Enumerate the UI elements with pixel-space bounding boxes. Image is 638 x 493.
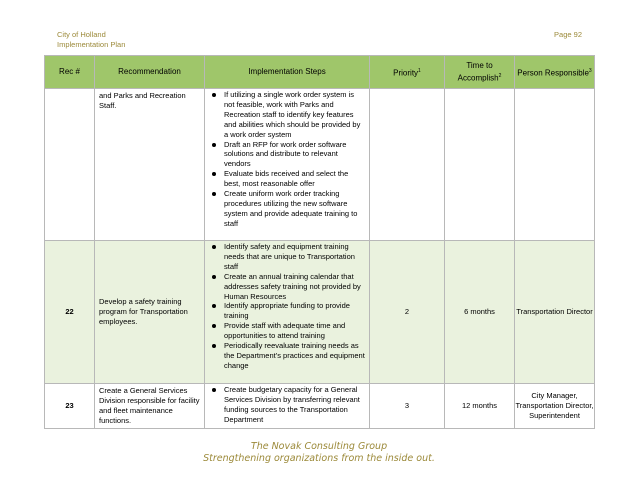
time-cell: 12 months [445,384,515,429]
responsible-cell [515,89,595,241]
table-header-row [45,56,595,89]
time-cell: 6 months [445,241,515,384]
steps-cell [205,241,370,384]
company-name: The Novak Consulting Group [250,441,388,452]
company-tagline: Strengthening organizations from the inside out. [203,453,435,464]
rec-number: 22 [45,241,95,384]
table-row [45,89,595,241]
step-item: Evaluate bids received and select the best, most reasonable offer [207,169,366,189]
step-item: Create uniform work order tracking procedures utilizing the new software system and provide adequate training to staff [207,189,366,229]
recommendation-cell: Create a General Services Division responsible for facility and fleet maintenance functions. [95,384,205,429]
recommendation-cell: Develop a safety training program for Transportation employees. [95,241,205,384]
col-header-responsible: Person Responsible$^3$ [515,56,595,89]
col-header-priority: Priority$^1$ [370,56,445,89]
step-item: Create budgetary capacity for a General Services Division by transferring relevant funding sources to the Transportation Department [207,385,366,425]
responsible-cell: Transportation Director [515,241,595,384]
rec-number: 23 [45,384,95,429]
steps-list [207,242,366,371]
steps-cell [205,89,370,241]
rec-number [45,89,95,241]
document-footer [0,441,638,465]
steps-list [207,385,366,425]
step-item: Periodically reevaluate training needs as the Department’s practices and equipment change [207,341,366,371]
table-row [45,384,595,429]
steps-cell [205,384,370,429]
step-item: Identify appropriate funding to provide training [207,301,366,321]
step-item: Identify safety and equipment training needs that are unique to Transportation staff [207,242,366,272]
time-cell [445,89,515,241]
step-item: Create an annual training calendar that addresses safety training not provided by Human Resources [207,272,366,302]
implementation-table [44,55,595,429]
responsible-cell: City Manager, Transportation Director, Superintendent [515,384,595,429]
col-header-time: Time to Accomplish$^2$ [445,56,515,89]
col-header-recommendation: Recommendation [95,56,205,89]
table-row [45,241,595,384]
step-item: Provide staff with adequate time and opportunities to attend training [207,321,366,341]
step-item: Draft an RFP for work order software solutions and distribute to relevant vendors [207,140,366,170]
priority-cell: 2 [370,241,445,384]
col-header-steps: Implementation Steps [205,56,370,89]
steps-list [207,90,366,229]
step-item: If utilizing a single work order system is not feasible, work with Parks and Recreation staff to identify key features and abilities which should be provided by a work order system [207,90,366,140]
priority-cell: 3 [370,384,445,429]
col-header-rec: Rec # [45,56,95,89]
page-number: Page 92 [554,30,582,39]
document-title: Implementation Plan [57,40,126,49]
recommendation-cell: and Parks and Recreation Staff. [95,89,205,241]
priority-cell [370,89,445,241]
org-name: City of Holland [57,30,106,39]
document-header [57,30,125,50]
